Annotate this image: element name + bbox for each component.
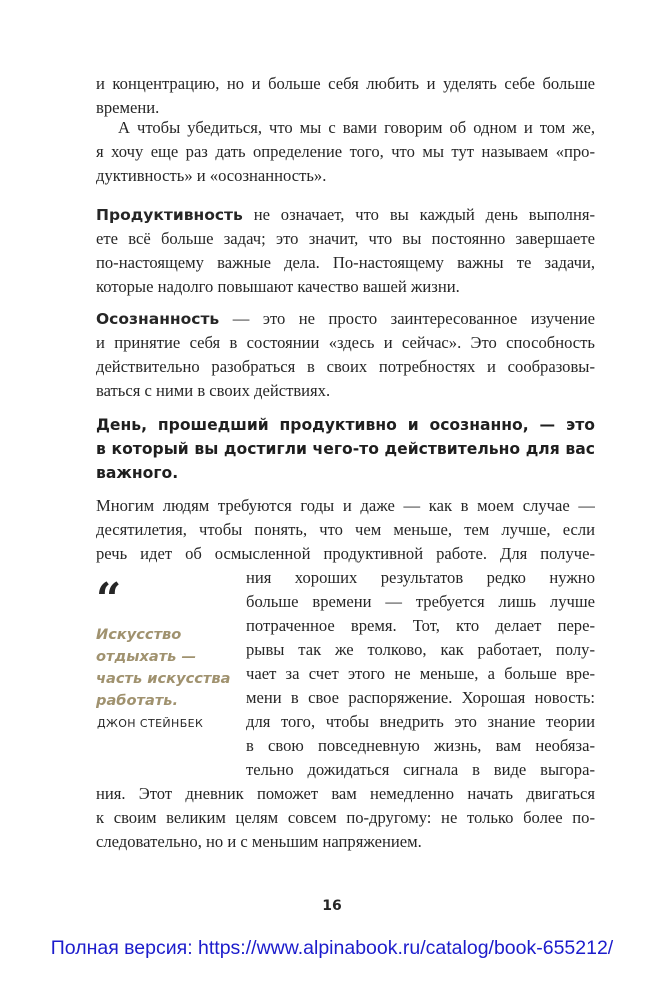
text-line: по-настоящему важные дела. По-настоящему важны те задачи,	[96, 253, 595, 272]
text-line	[96, 203, 595, 227]
quote-line: часть искусства	[96, 670, 231, 687]
text-line: ния. Этот дневник поможет вам немедленно начать двигаться	[96, 784, 595, 803]
text-line: Многим людям требуются годы и даже — как в моем случае —	[96, 496, 595, 515]
text-line: для того, чтобы внедрить это знание теории	[246, 712, 595, 731]
page-number: 16	[322, 898, 342, 914]
text-line: я хочу еще раз дать определение того, что мы тут называем «про-	[96, 142, 595, 161]
text-line: времени.	[96, 98, 160, 117]
text-line: День, прошедший продуктивно и осознанно, — это	[96, 416, 595, 434]
text-line: к своим великим целям совсем по-другому: не только более по-	[96, 808, 595, 827]
text-line: больше времени — требуется лишь лучше	[246, 592, 595, 611]
paragraph-definition-intro	[96, 116, 595, 188]
text-line: ваться с ними в своих действиях.	[96, 381, 331, 400]
text-line: дуктивность» и «осознанность».	[96, 166, 327, 185]
definition-productivity	[96, 203, 595, 299]
text-line: ете всё больше задач; это значит, что вы постоянно завершаете	[96, 229, 595, 248]
paragraph-intro	[96, 72, 595, 120]
text-line: в который вы достигли чего-то действительно для вас	[96, 440, 595, 458]
quote-author: ДЖОН СТЕЙНБЕК	[97, 717, 204, 730]
paragraph-main-end	[96, 782, 595, 854]
full-version-link[interactable]: Полная версия: https://www.alpinabook.ru/catalog/book-655212/	[50, 937, 614, 959]
definition-mindfulness	[96, 307, 595, 403]
text-line: которые надолго повышают качество вашей жизни.	[96, 277, 460, 296]
text-line: действительно разобраться в своих потребностях и сообразовы-	[96, 357, 595, 376]
highlight-statement	[96, 414, 595, 485]
quote-line: отдыхать —	[96, 648, 197, 665]
text-line: А чтобы убедиться, что мы с вами говорим об одном и том же,	[118, 118, 595, 137]
text-line: следовательно, но и с меньшим напряжением.	[96, 832, 422, 851]
paragraph-main-narrow	[246, 566, 595, 782]
text-line: речь идет об осмысленной продуктивной работе. Для получе-	[96, 544, 595, 563]
quote-line: работать.	[96, 692, 179, 709]
text-fragment: не означает, что вы каждый день выполня-	[242, 205, 595, 224]
quote-line: Искусство	[96, 626, 182, 643]
term-productivity: Продуктивность	[96, 206, 243, 224]
text-line: мени в свое распоряжение. Хорошая новость:	[246, 688, 595, 707]
text-line: чает за счет этого не меньше, а больше вре-	[246, 664, 595, 683]
text-fragment: — это не просто заинтересованное изучение	[219, 309, 595, 328]
text-line: тельно дожидаться сигнала в виде выгора-	[246, 760, 595, 779]
text-line: и концентрацию, но и больше себя любить и уделять себе больше	[96, 74, 595, 93]
text-line: в свою повседневную жизнь, вам необяза-	[246, 736, 595, 755]
pull-quote	[96, 624, 238, 712]
text-line: десятилетия, чтобы понять, что чем меньше, тем лучше, если	[96, 520, 595, 539]
term-mindfulness: Осознанность	[96, 310, 220, 328]
text-line	[96, 307, 595, 331]
text-line: и принятие себя в состоянии «здесь и сейчас». Это способность	[96, 333, 595, 352]
text-line: важного.	[96, 464, 179, 482]
quote-mark-icon: “	[96, 574, 122, 625]
text-line: потраченное время. Тот, кто делает пере-	[246, 616, 595, 635]
text-line: ния хороших результатов редко нужно	[246, 568, 595, 587]
text-line: рывы так же толково, как работает, полу-	[246, 640, 595, 659]
paragraph-main-start	[96, 494, 595, 566]
